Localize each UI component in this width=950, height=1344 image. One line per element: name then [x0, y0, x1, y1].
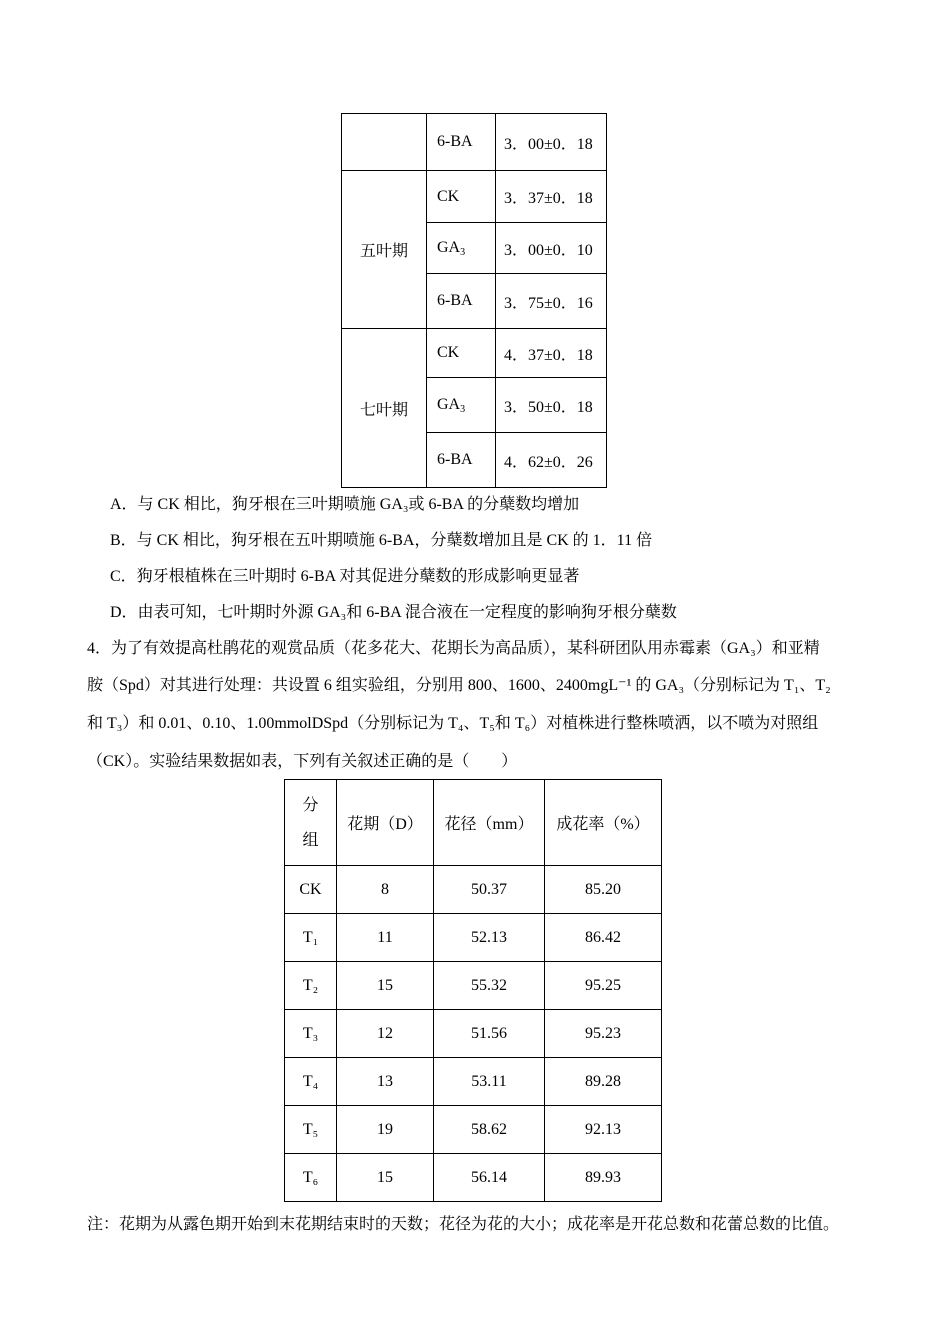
table-row	[285, 1010, 662, 1058]
azalea-table	[284, 779, 662, 1202]
question4-line1: 4．为了有效提高杜鹃花的观赏品质（花多花大、花期长为高品质），某科研团队用赤霉素（GA₃）和亚精	[87, 640, 820, 657]
value-cell: 3．37±0．18	[496, 171, 607, 223]
table-row	[285, 1058, 662, 1106]
table-row	[285, 914, 662, 962]
period-cell: 15	[337, 1154, 434, 1202]
header-group	[285, 780, 337, 866]
table-row	[342, 329, 607, 378]
value-cell: 3．75±0．16	[496, 274, 607, 329]
table-note: 注：花期为从露色期开始到末花期结束时的天数；花径为花的大小；成花率是开花总数和花蕾总数的比值。	[87, 1216, 840, 1233]
group-cell: T₆	[285, 1154, 337, 1202]
group-cell: T₂	[285, 962, 337, 1010]
diameter-cell: 58.62	[434, 1106, 545, 1154]
header-diameter: 花径（mm）	[434, 780, 545, 866]
period-cell: 19	[337, 1106, 434, 1154]
value-cell: 4．37±0．18	[496, 329, 607, 378]
header-group-text	[302, 788, 318, 858]
value-cell: 3．00±0．10	[496, 223, 607, 274]
treatment-cell: $GA_3$	[427, 223, 496, 274]
question4-line4: （CK）。实验结果数据如表，下列有关叙述正确的是（ ）	[87, 753, 518, 770]
rate-cell: 89.93	[545, 1154, 662, 1202]
group-cell: T₅	[285, 1106, 337, 1154]
option-d: D．由表可知，七叶期时外源 GA₃和 6-BA 混合液在一定程度的影响狗牙根分蘖数	[110, 604, 677, 621]
period-cell: 12	[337, 1010, 434, 1058]
rate-cell: 95.25	[545, 962, 662, 1010]
stage-cell: 五叶期	[342, 171, 427, 329]
table-row	[285, 1154, 662, 1202]
tiller-table	[341, 113, 607, 488]
diameter-cell: 52.13	[434, 914, 545, 962]
period-cell: 13	[337, 1058, 434, 1106]
treatment-cell: 6-BA	[427, 114, 496, 171]
rate-cell: 85.20	[545, 866, 662, 914]
period-cell: 11	[337, 914, 434, 962]
period-cell: 8	[337, 866, 434, 914]
table-row	[342, 114, 607, 171]
rate-cell: 86.42	[545, 914, 662, 962]
option-b: B．与 CK 相比，狗牙根在五叶期喷施 6-BA，分蘖数增加且是 CK 的 1．11 倍	[110, 532, 653, 549]
question4-line2: 胺（Spd）对其进行处理：共设置 6 组实验组，分别用 800、1600、2400mgL⁻¹ 的 GA₃（分别标记为 T₁、T₂	[87, 677, 831, 694]
group-cell: T₄	[285, 1058, 337, 1106]
header-rate: 成花率（%）	[545, 780, 662, 866]
header-group-line1: 分	[302, 796, 319, 814]
stage-cell	[342, 114, 427, 171]
table-header-row	[285, 780, 662, 866]
diameter-cell: 53.11	[434, 1058, 545, 1106]
rate-cell: 92.13	[545, 1106, 662, 1154]
period-cell: 15	[337, 962, 434, 1010]
treatment-cell: CK	[427, 171, 496, 223]
treatment-cell: 6-BA	[427, 274, 496, 329]
option-c: C．狗牙根植株在三叶期时 6-BA 对其促进分蘖数的形成影响更显著	[110, 568, 580, 585]
rate-cell: 95.23	[545, 1010, 662, 1058]
treatment-cell: $GA_3$	[427, 378, 496, 433]
rate-cell: 89.28	[545, 1058, 662, 1106]
diameter-cell: 56.14	[434, 1154, 545, 1202]
value-cell: 3．00±0．18	[496, 114, 607, 171]
value-cell: 4．62±0．26	[496, 433, 607, 488]
diameter-cell: 55.32	[434, 962, 545, 1010]
table-row	[285, 1106, 662, 1154]
header-group-line2: 组	[302, 831, 319, 849]
header-period: 花期（D）	[337, 780, 434, 866]
option-a: A．与 CK 相比，狗牙根在三叶期喷施 GA₃或 6-BA 的分蘖数均增加	[110, 496, 580, 513]
group-cell: T₃	[285, 1010, 337, 1058]
diameter-cell: 50.37	[434, 866, 545, 914]
table-row	[285, 962, 662, 1010]
group-cell: T₁	[285, 914, 337, 962]
value-cell: 3．50±0．18	[496, 378, 607, 433]
stage-cell: 七叶期	[342, 329, 427, 488]
table-row	[285, 866, 662, 914]
group-cell: CK	[285, 866, 337, 914]
table-row	[342, 171, 607, 223]
diameter-cell: 51.56	[434, 1010, 545, 1058]
question4-line3: 和 T₃）和 0.01、0.10、1.00mmolDSpd（分别标记为 T₄、T₅和 T₆）对植株进行整株喷洒，以不喷为对照组	[87, 715, 819, 732]
treatment-cell: CK	[427, 329, 496, 378]
treatment-cell: 6-BA	[427, 433, 496, 488]
